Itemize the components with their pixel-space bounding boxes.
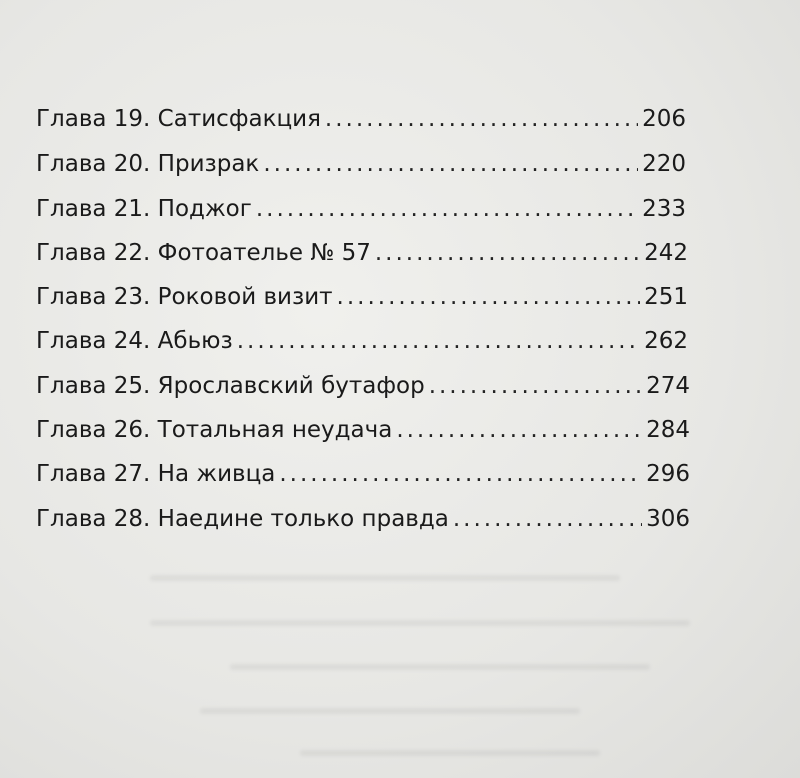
chapter-title: Глава 22. Фотоателье № 57 [36,240,371,266]
chapter-title: Глава 23. Роковой визит [36,284,333,310]
dot-leader [396,415,642,445]
chapter-title: Глава 24. Абьюз [36,328,233,354]
page-number: 274 [646,373,690,399]
show-through-line [300,750,600,756]
chapter-title: Глава 27. На живца [36,461,276,487]
toc-entry [36,415,690,445]
dot-leader [256,194,638,224]
dot-leader [375,238,640,268]
chapter-title: Глава 19. Сатисфакция [36,106,321,132]
page-number: 262 [644,328,688,354]
toc-entry [36,371,690,401]
dot-leader [429,371,642,401]
page-number: 251 [644,284,688,310]
toc-entry [36,282,688,312]
toc-entry [36,504,690,534]
show-through-line [150,575,620,581]
toc-entry [36,238,688,268]
toc-entry [36,104,686,134]
chapter-title: Глава 26. Тотальная неудача [36,417,393,443]
show-through-line [200,708,580,714]
dot-leader [453,504,642,534]
toc-entry [36,459,690,489]
chapter-title: Глава 25. Ярославский бутафор [36,373,425,399]
page-number: 296 [646,461,690,487]
chapter-title: Глава 21. Поджог [36,196,252,222]
page-number: 242 [644,240,688,266]
show-through-line [150,620,690,626]
page-number: 306 [646,506,690,532]
page-number: 284 [646,417,690,443]
toc-entry [36,194,686,224]
dot-leader [279,459,642,489]
page-number: 206 [642,106,686,132]
dot-leader [237,326,640,356]
dot-leader [337,282,641,312]
toc-entry [36,326,688,356]
chapter-title: Глава 28. Наедине только правда [36,506,449,532]
chapter-title: Глава 20. Призрак [36,151,260,177]
show-through-line [230,664,650,670]
dot-leader [325,104,638,134]
dot-leader [263,149,638,179]
toc-entry [36,149,686,179]
page-number: 233 [642,196,686,222]
page-number: 220 [642,151,686,177]
